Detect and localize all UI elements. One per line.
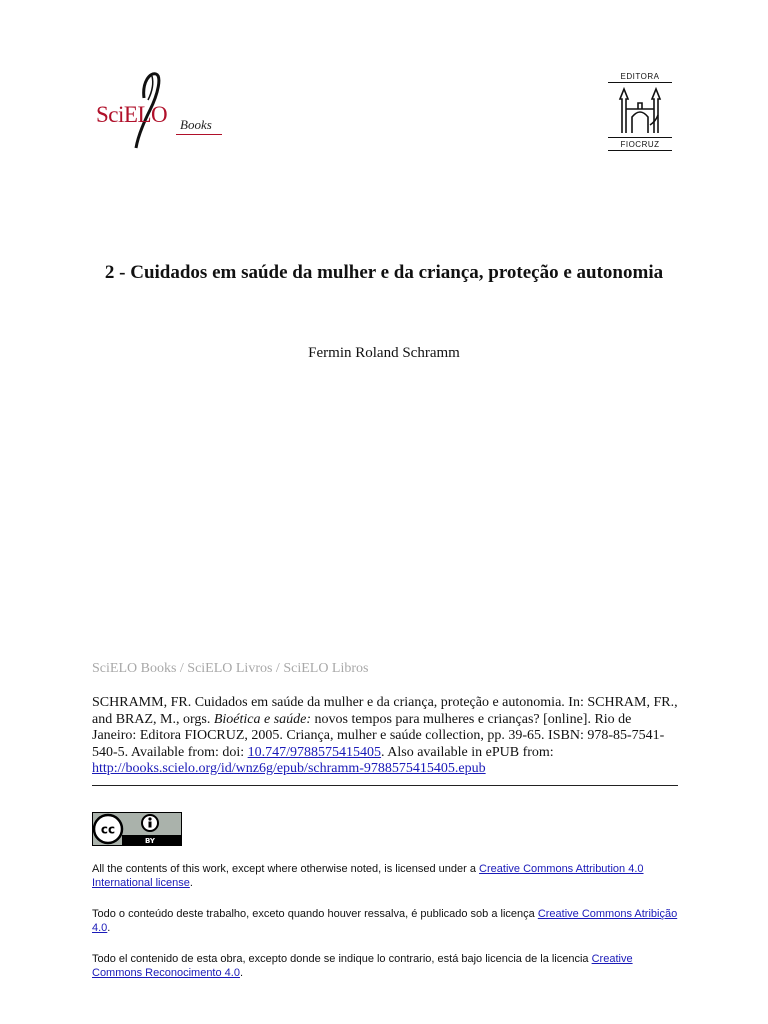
cc-by-icon xyxy=(92,812,182,846)
cc-by-badge[interactable] xyxy=(92,812,182,846)
citation-book-title: Bioética e saúde: xyxy=(213,711,312,727)
license-text: All the contents of this work, except where otherwise noted, is licensed under a xyxy=(92,863,480,875)
license-text: Todo o conteúdo deste trabalho, exceto quando houver ressalva, é publicado sob a licença xyxy=(92,908,538,920)
fiocruz-bottom-text: FIOCRUZ xyxy=(620,140,660,149)
fiocruz-top-text: EDITORA xyxy=(620,72,660,81)
fiocruz-rule xyxy=(608,82,672,83)
license-text: Todo el contenido de esta obra, excepto donde se indique lo contrario, está bajo licencia de la licencia xyxy=(92,953,592,965)
scielo-books-text: Books xyxy=(180,117,212,132)
citation-text: novos tempos para mulheres e crianças? [online]. Rio de Janeiro: Editora FIOCRUZ, 2005. Criança, mulher e saúde collection, pp. 39-65. ISBN: 978-85-7541-540-5. Available from: doi: xyxy=(92,711,665,760)
license-portuguese xyxy=(92,907,682,935)
citation-text: . Also available in ePUB from: xyxy=(381,744,554,760)
citation-paragraph xyxy=(92,695,678,778)
license-link-en[interactable]: Creative Commons Attribution 4.0 International license xyxy=(92,863,644,889)
license-english xyxy=(92,862,682,890)
scielo-underline xyxy=(176,134,222,135)
license-link-pt[interactable]: Creative Commons Atribição 4.0 xyxy=(92,908,678,934)
citation-text: SCHRAMM, FR. Cuidados em saúde da mulher e da criança, proteção e autonomia. In: SCHRAM, FR., and BRAZ, M., orgs. xyxy=(92,695,678,727)
castle-icon xyxy=(616,85,664,135)
editora-fiocruz-logo xyxy=(606,70,674,152)
series-line: SciELO Books / SciELO Livros / SciELO Libros xyxy=(92,661,369,676)
license-end: . xyxy=(189,877,193,889)
license-end: . xyxy=(239,967,244,979)
divider xyxy=(92,785,678,786)
chapter-title: 2 - Cuidados em saúde da mulher e da criança, proteção e autonomia xyxy=(104,262,664,283)
cc-text: cc xyxy=(100,822,116,837)
license-end: . xyxy=(107,922,111,934)
doi-link[interactable]: 10.747/9788575415405 xyxy=(247,744,382,760)
epub-link[interactable]: http://books.scielo.org/id/wnz6g/epub/schramm-9788575415405.epub xyxy=(92,761,486,776)
license-spanish xyxy=(92,952,682,980)
license-link-es[interactable]: Creative Commons Reconocimento 4.0 xyxy=(92,953,633,979)
scielo-brand-text: SciELO xyxy=(96,102,168,127)
fiocruz-rule xyxy=(608,137,672,138)
fiocruz-rule xyxy=(608,150,672,151)
by-text: BY xyxy=(144,837,156,845)
scielo-books-logo xyxy=(92,64,222,154)
chapter-author: Fermin Roland Schramm xyxy=(308,345,460,361)
